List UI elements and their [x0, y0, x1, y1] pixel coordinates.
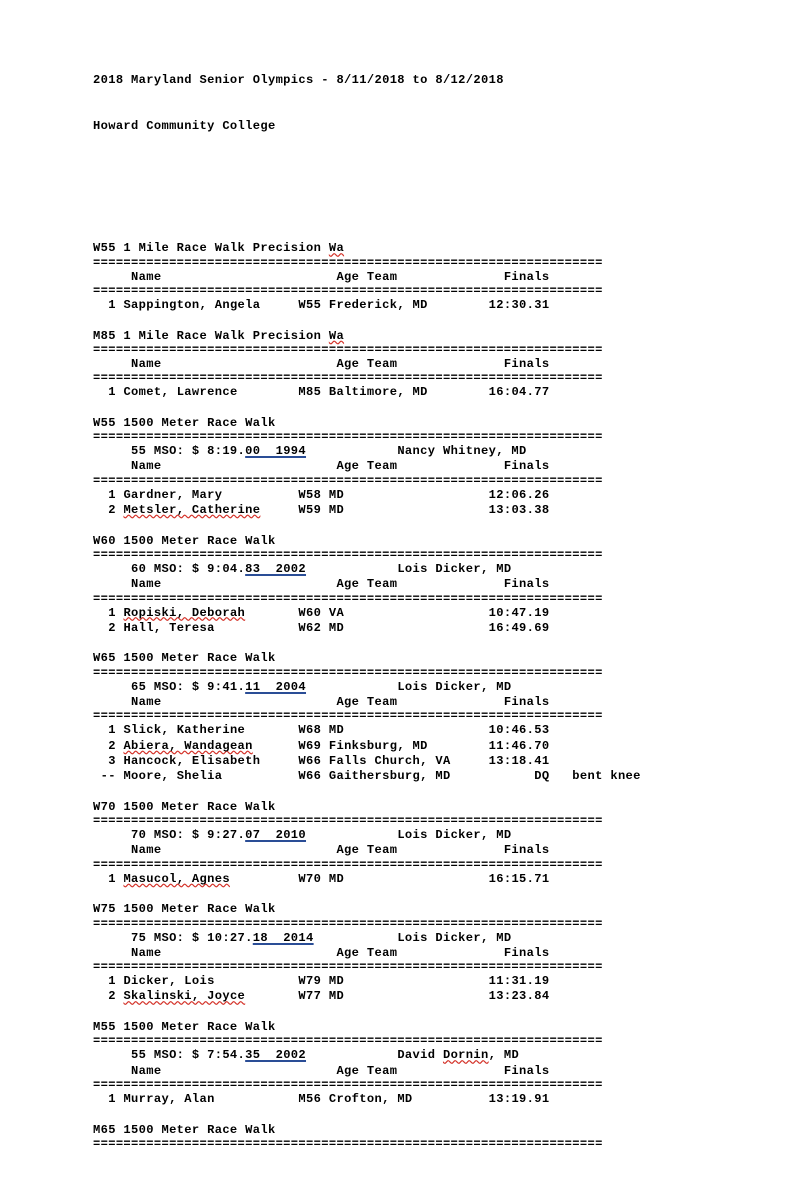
row-age: W79	[298, 974, 329, 989]
row-age: W58	[298, 487, 329, 502]
event-section	[93, 416, 800, 534]
row-team: Gaithersburg, MD	[328, 769, 489, 784]
record-label: 65 MSO: $ 9:41.	[93, 679, 246, 694]
row-finals: 13:18.41	[488, 753, 550, 768]
table-row	[93, 739, 800, 754]
spacer	[93, 1107, 800, 1122]
row-age: W55	[298, 298, 329, 313]
row-gap-1	[260, 503, 298, 517]
row-team: Falls Church, VA	[328, 753, 489, 768]
row-place: 2	[93, 503, 124, 518]
table-row	[93, 298, 800, 313]
document-title-line-2: Howard Community College	[93, 119, 276, 134]
column-header-finals: Finals	[503, 1063, 550, 1078]
column-header-age-team: Age Team	[336, 356, 504, 371]
column-header-age-team: Age Team	[336, 945, 504, 960]
record-label: 55 MSO: $ 8:19.	[93, 444, 246, 459]
event-rule-bottom: ===================================================================	[93, 592, 603, 606]
row-gap-1	[222, 488, 298, 502]
row-gap-1	[253, 739, 299, 753]
event-rule-bottom: ===================================================================	[93, 474, 603, 488]
event-rule-bottom: ===================================================================	[93, 372, 603, 386]
column-header-name: Name	[93, 459, 337, 474]
row-athlete-name: Gardner, Mary	[123, 487, 223, 502]
results-document	[93, 12, 800, 1197]
record-holder-prefix: David	[397, 1048, 443, 1063]
record-line	[93, 828, 800, 843]
record-label: 70 MSO: $ 9:27.	[93, 828, 246, 843]
row-place: 1	[93, 385, 124, 400]
row-gap-1	[222, 769, 298, 783]
spacer	[93, 518, 800, 533]
row-gap-1	[215, 1092, 299, 1106]
event-heading-misspelled-word: Wa	[328, 328, 345, 343]
event-heading	[93, 534, 800, 549]
table-row	[93, 488, 800, 503]
event-section	[93, 800, 800, 902]
row-place: 1	[93, 871, 124, 886]
row-finals: 16:15.71	[488, 871, 550, 886]
column-header-row	[93, 695, 800, 710]
row-athlete-name: Murray, Alan	[123, 1091, 215, 1106]
event-rule-top: ===================================================================	[93, 815, 603, 829]
row-finals: 12:06.26	[488, 487, 550, 502]
row-age: W66	[298, 769, 329, 784]
record-line	[93, 1048, 800, 1063]
record-holder: Lois Dicker, MD	[397, 828, 512, 843]
event-heading-text: M55 1500 Meter Race Walk	[93, 1020, 276, 1035]
row-finals: 11:46.70	[488, 738, 550, 753]
column-header-name: Name	[93, 843, 337, 858]
column-header-age-team: Age Team	[336, 577, 504, 592]
row-athlete-name: Dicker, Lois	[123, 974, 215, 989]
row-athlete-name: Sappington, Angela	[123, 298, 261, 313]
row-place: 1	[93, 974, 124, 989]
row-finals: 12:30.31	[488, 298, 550, 313]
event-heading-text: W55 1500 Meter Race Walk	[93, 415, 276, 430]
row-team: MD	[328, 620, 489, 635]
table-row	[93, 769, 800, 784]
table-row	[93, 723, 800, 738]
row-athlete-name: Ropiski, Deborah	[123, 605, 246, 620]
record-holder-suffix: , MD	[488, 1048, 520, 1063]
row-gap-1	[245, 606, 298, 620]
column-header-row	[93, 1064, 800, 1079]
record-holder: Lois Dicker, MD	[397, 561, 512, 576]
row-place: 2	[93, 989, 124, 1004]
row-place: 1	[93, 487, 124, 502]
event-rule-top: ===================================================================	[93, 917, 603, 931]
table-row	[93, 754, 800, 769]
row-age: M85	[298, 385, 329, 400]
events-container	[93, 241, 800, 1150]
column-header-age-team: Age Team	[336, 269, 504, 284]
row-place: 1	[93, 298, 124, 313]
event-heading	[93, 416, 800, 431]
row-finals: 13:19.91	[488, 1091, 550, 1106]
event-heading	[93, 800, 800, 815]
row-age: M56	[298, 1091, 329, 1106]
column-header-finals: Finals	[503, 577, 550, 592]
record-time-link[interactable]: 83 2002	[245, 561, 307, 576]
row-finals: 13:03.38	[488, 503, 550, 518]
row-gap-1	[230, 872, 298, 886]
row-athlete-name: Hancock, Elisabeth	[123, 753, 261, 768]
record-holder-name-misspelled: Dornin	[442, 1048, 489, 1063]
event-rule-top: ===================================================================	[93, 343, 603, 357]
row-athlete-name: Moore, Shelia	[123, 769, 223, 784]
event-heading	[93, 329, 800, 344]
event-heading	[93, 902, 800, 917]
row-finals: 16:49.69	[488, 620, 550, 635]
row-team: MD	[328, 989, 489, 1004]
row-athlete-name: Abiera, Wandagean	[123, 738, 253, 753]
spacer	[93, 165, 800, 180]
row-place: 1	[93, 1091, 124, 1106]
event-rule-top: ===================================================================	[93, 548, 603, 562]
column-header-row	[93, 946, 800, 961]
row-athlete-name: Skalinski, Joyce	[123, 989, 246, 1004]
event-section	[93, 241, 800, 328]
column-header-age-team: Age Team	[336, 843, 504, 858]
table-row	[93, 974, 800, 989]
event-rule-bottom: ===================================================================	[93, 858, 603, 872]
record-time-link[interactable]: 11 2004	[245, 679, 307, 694]
record-time-link[interactable]: 18 2014	[252, 930, 314, 945]
row-team: VA	[328, 605, 489, 620]
column-header-name: Name	[93, 269, 337, 284]
record-gap	[306, 1048, 397, 1062]
event-section	[93, 1020, 800, 1122]
column-header-row	[93, 270, 800, 285]
record-gap	[306, 828, 397, 842]
record-gap	[306, 444, 397, 458]
row-age: W70	[298, 871, 329, 886]
row-team: MD	[328, 974, 489, 989]
record-holder: Lois Dicker, MD	[397, 930, 512, 945]
record-label: 55 MSO: $ 7:54.	[93, 1048, 246, 1063]
column-header-row	[93, 843, 800, 858]
record-label: 60 MSO: $ 9:04.	[93, 561, 246, 576]
column-header-name: Name	[93, 577, 337, 592]
event-section-truncated	[93, 1123, 800, 1151]
event-heading-text: M85 1 Mile Race Walk Precision	[93, 328, 329, 343]
event-heading-misspelled-word: Wa	[328, 241, 345, 256]
row-gap-1	[215, 621, 299, 635]
document-title-line-1: 2018 Maryland Senior Olympics - 8/11/2018 to 8/12/2018	[93, 73, 504, 88]
row-age: W77	[298, 989, 329, 1004]
event-rule-bottom: ===================================================================	[93, 285, 603, 299]
row-athlete-name: Metsler, Catherine	[123, 503, 261, 518]
row-team: Frederick, MD	[328, 298, 489, 313]
row-team: Finksburg, MD	[328, 738, 489, 753]
table-row	[93, 1092, 800, 1107]
row-finals: 10:47.19	[488, 605, 550, 620]
row-team: MD	[328, 871, 489, 886]
spacer	[93, 1005, 800, 1020]
spacer	[93, 636, 800, 651]
event-heading	[93, 651, 800, 666]
row-gap-1	[260, 298, 298, 312]
event-rule-bottom: ===================================================================	[93, 961, 603, 975]
column-header-name: Name	[93, 694, 337, 709]
record-line	[93, 931, 800, 946]
table-row	[93, 606, 800, 621]
event-rule-bottom: ===================================================================	[93, 710, 603, 724]
row-team: Baltimore, MD	[328, 385, 489, 400]
event-rule-top: ===================================================================	[93, 256, 603, 270]
table-row	[93, 385, 800, 400]
row-team: MD	[328, 723, 489, 738]
column-header-finals: Finals	[503, 356, 550, 371]
row-gap-1	[238, 385, 299, 399]
row-gap-1	[260, 754, 298, 768]
event-heading-text: W75 1500 Meter Race Walk	[93, 902, 276, 917]
row-gap-1	[215, 974, 299, 988]
spacer	[93, 313, 800, 328]
column-header-name: Name	[93, 356, 337, 371]
column-header-finals: Finals	[503, 843, 550, 858]
column-header-row	[93, 577, 800, 592]
event-heading-text: W70 1500 Meter Race Walk	[93, 799, 276, 814]
event-rule-bottom: ===================================================================	[93, 1078, 603, 1092]
column-header-row	[93, 357, 800, 372]
row-age: W68	[298, 723, 329, 738]
spacer	[93, 401, 800, 416]
event-rule-top: ===================================================================	[93, 1137, 603, 1151]
record-time-link[interactable]: 00 1994	[245, 444, 307, 459]
column-header-age-team: Age Team	[336, 1063, 504, 1078]
event-section	[93, 651, 800, 799]
event-section	[93, 534, 800, 652]
row-team: MD	[328, 487, 489, 502]
column-header-finals: Finals	[503, 269, 550, 284]
column-header-age-team: Age Team	[336, 459, 504, 474]
record-holder: Lois Dicker, MD	[397, 679, 512, 694]
event-rule-top: ===================================================================	[93, 666, 603, 680]
row-athlete-name: Comet, Lawrence	[123, 385, 238, 400]
row-place: 2	[93, 738, 124, 753]
row-finals: 10:46.53	[488, 723, 550, 738]
column-header-name: Name	[93, 1063, 337, 1078]
row-team: MD	[328, 503, 489, 518]
row-place: 2	[93, 620, 124, 635]
row-athlete-name: Hall, Teresa	[123, 620, 215, 635]
record-time-link[interactable]: 35 2002	[245, 1048, 307, 1063]
row-age: W60	[298, 605, 329, 620]
row-gap-1	[245, 989, 298, 1003]
table-row	[93, 872, 800, 887]
row-finals: 16:04.77	[488, 385, 550, 400]
row-athlete-name: Slick, Katherine	[123, 723, 246, 738]
row-place: 1	[93, 605, 124, 620]
record-line	[93, 680, 800, 695]
row-place: 3	[93, 753, 124, 768]
column-header-finals: Finals	[503, 459, 550, 474]
row-athlete-name: Masucol, Agnes	[123, 871, 230, 886]
event-heading-text: W65 1500 Meter Race Walk	[93, 651, 276, 666]
record-time-link[interactable]: 07 2010	[245, 828, 307, 843]
record-line	[93, 562, 800, 577]
spacer	[93, 784, 800, 799]
row-place: 1	[93, 723, 124, 738]
event-heading-text: W60 1500 Meter Race Walk	[93, 533, 276, 548]
column-header-age-team: Age Team	[336, 694, 504, 709]
column-header-finals: Finals	[503, 945, 550, 960]
table-row	[93, 989, 800, 1004]
column-header-row	[93, 459, 800, 474]
event-section	[93, 329, 800, 416]
record-holder: Nancy Whitney, MD	[397, 444, 527, 459]
record-gap	[314, 931, 398, 945]
table-row	[93, 503, 800, 518]
table-row	[93, 621, 800, 636]
row-age: W69	[298, 738, 329, 753]
row-finals: 11:31.19	[488, 974, 550, 989]
event-rule-top: ===================================================================	[93, 1035, 603, 1049]
event-heading	[93, 241, 800, 256]
record-gap	[306, 562, 397, 576]
row-gap-1	[245, 723, 298, 737]
row-age: W59	[298, 503, 329, 518]
event-section	[93, 902, 800, 1020]
event-heading-text: W55 1 Mile Race Walk Precision	[93, 241, 329, 256]
row-age: W66	[298, 753, 329, 768]
row-team: Crofton, MD	[328, 1091, 489, 1106]
record-line	[93, 444, 800, 459]
event-heading: M65 1500 Meter Race Walk	[93, 1122, 276, 1137]
row-finals: 13:23.84	[488, 989, 550, 1004]
column-header-finals: Finals	[503, 694, 550, 709]
column-header-name: Name	[93, 945, 337, 960]
record-gap	[306, 680, 397, 694]
row-place: --	[93, 769, 124, 784]
row-age: W62	[298, 620, 329, 635]
event-rule-top: ===================================================================	[93, 431, 603, 445]
spacer	[93, 887, 800, 902]
event-heading	[93, 1020, 800, 1035]
row-finals: DQ	[488, 769, 550, 784]
record-label: 75 MSO: $ 10:27.	[93, 930, 253, 945]
row-note: bent knee	[549, 769, 641, 784]
